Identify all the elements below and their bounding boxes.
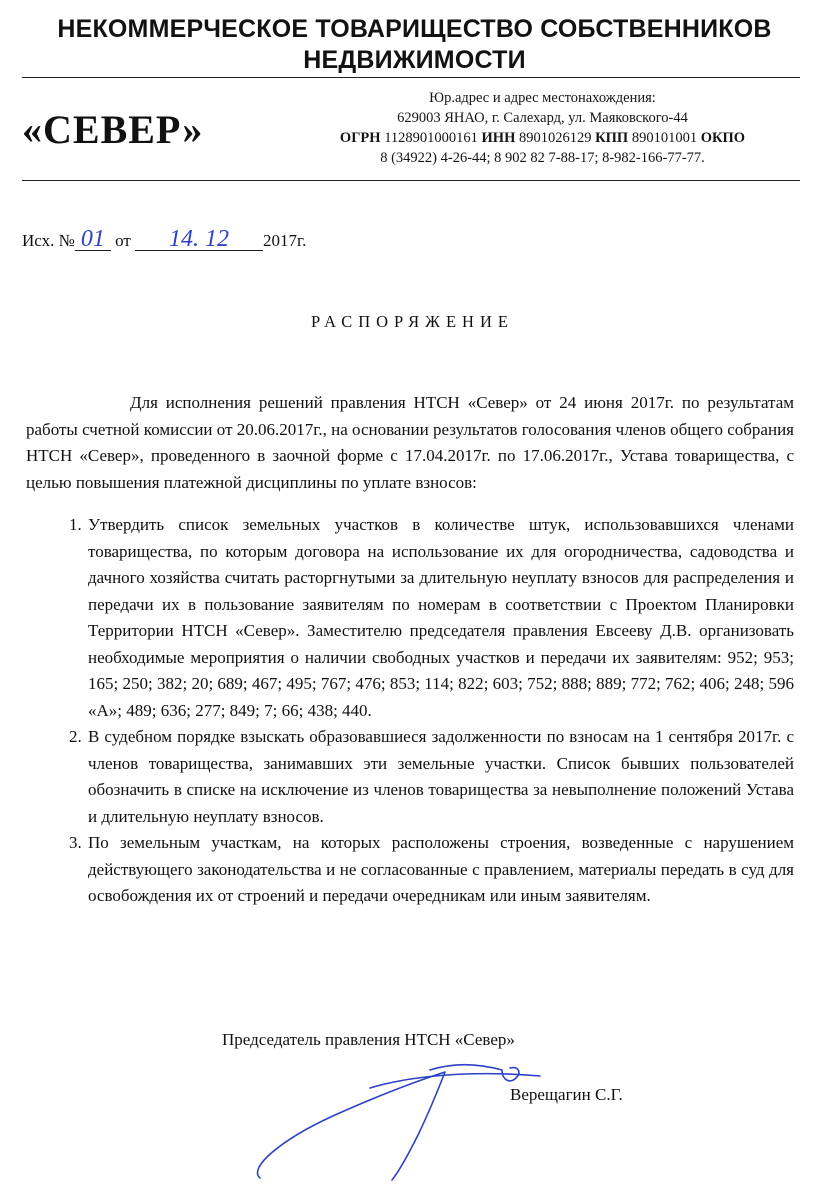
header-bottom-rule — [22, 180, 800, 181]
phone-numbers: 8 (34922) 4-26-44; 8 902 82 7-88-17; 8-982-166-77-77. — [380, 150, 705, 166]
ogrn-label: ОГРН — [339, 130, 381, 146]
signatory-name: Верещагин С.Г. — [510, 1085, 623, 1104]
outgoing-reference — [22, 228, 306, 254]
org-title-line2: НЕДВИЖИМОСТИ — [303, 46, 526, 74]
decision-item: 2. В судебном порядке взыскать образовавшиеся задолженности по взносам на 1 сентября 2017г. с членов товарищества, занимавших эти земельные участки. Список бывших пользователей обозначить в списке на исключение из членов товарищества за невыполнение положений Устава и длительную неуплату взносов. — [86, 724, 794, 830]
organization-title — [22, 14, 807, 76]
address-label: Юр.адрес и адрес местонахождения: — [429, 90, 656, 106]
outgoing-date-handwritten: 14. 12 — [135, 228, 263, 251]
ogrn-value: 1128901000161 — [384, 130, 478, 146]
handwritten-signature — [240, 1040, 570, 1190]
outgoing-prefix: Исх. № — [22, 231, 75, 250]
signatory-title: Председатель правления НТСН «Север» — [222, 1030, 515, 1049]
document-body — [26, 390, 794, 910]
outgoing-year: 2017г. — [263, 231, 307, 250]
decision-item: 3. По земельным участкам, на которых расположены строения, возведенные с нарушением действующего законодательства и не согласованные с правлением, материалы передать в суд для освобождения их от строений и передачи очередникам или иным заявителям. — [86, 830, 794, 910]
registration-codes — [290, 128, 795, 148]
address-block — [290, 88, 795, 168]
inn-value: 8901026129 — [519, 130, 592, 146]
header-top-rule — [22, 77, 800, 78]
okpo-label: ОКПО — [700, 130, 746, 146]
org-title-line1: НЕКОММЕРЧЕСКОЕ ТОВАРИЩЕСТВО СОБСТВЕННИКОВ — [57, 15, 772, 43]
kpp-value: 890101001 — [631, 130, 698, 146]
decision-item: 1. Утвердить список земельных участков в количестве штук, использовавшихся членами товарищества, по которым договора на использование их для огородничества, садоводства и дачного хозяйства считать расторгнутыми за длительную неуплату взносов для распределения и передачи их в пользование заявителям по номерам в соответствии с Проектом Планировки Территории НТСН «Север». Заместителю председателя правления Евсееву Д.В. организовать необходимые мероприятия о наличии свободных участков и передачи их заявителям: 952; 953; 165; 250; 382; 20; 689; 467; 495; 767; 476; 853; 114; 822; 603; 752; 888; 889; 772; 762; 406; 248; 596 «А»; 489; 636; 277; 849; 7; 66; 438; 440. — [86, 512, 794, 724]
decision-list — [26, 512, 794, 910]
address-line: 629003 ЯНАО, г. Салехард, ул. Маяковского-44 — [397, 110, 688, 126]
inn-label: ИНН — [481, 130, 516, 146]
brand-name: «СЕВЕР» — [22, 107, 204, 152]
outgoing-from-word: от — [115, 231, 131, 250]
document-title: РАСПОРЯЖЕНИЕ — [311, 312, 514, 331]
intro-paragraph: Для исполнения решений правления НТСН «Север» от 24 июня 2017г. по результатам работы счетной комиссии от 20.06.2017г., на основании результатов голосования членов общего собрания НТСН «Север», проведенного в заочной форме с 17.04.2017г. по 17.06.2017г., Устава товарищества, с целью повышения платежной дисциплины по уплате взносов: — [26, 393, 794, 492]
kpp-label: КПП — [595, 130, 629, 146]
outgoing-number-handwritten: 01 — [75, 228, 111, 251]
